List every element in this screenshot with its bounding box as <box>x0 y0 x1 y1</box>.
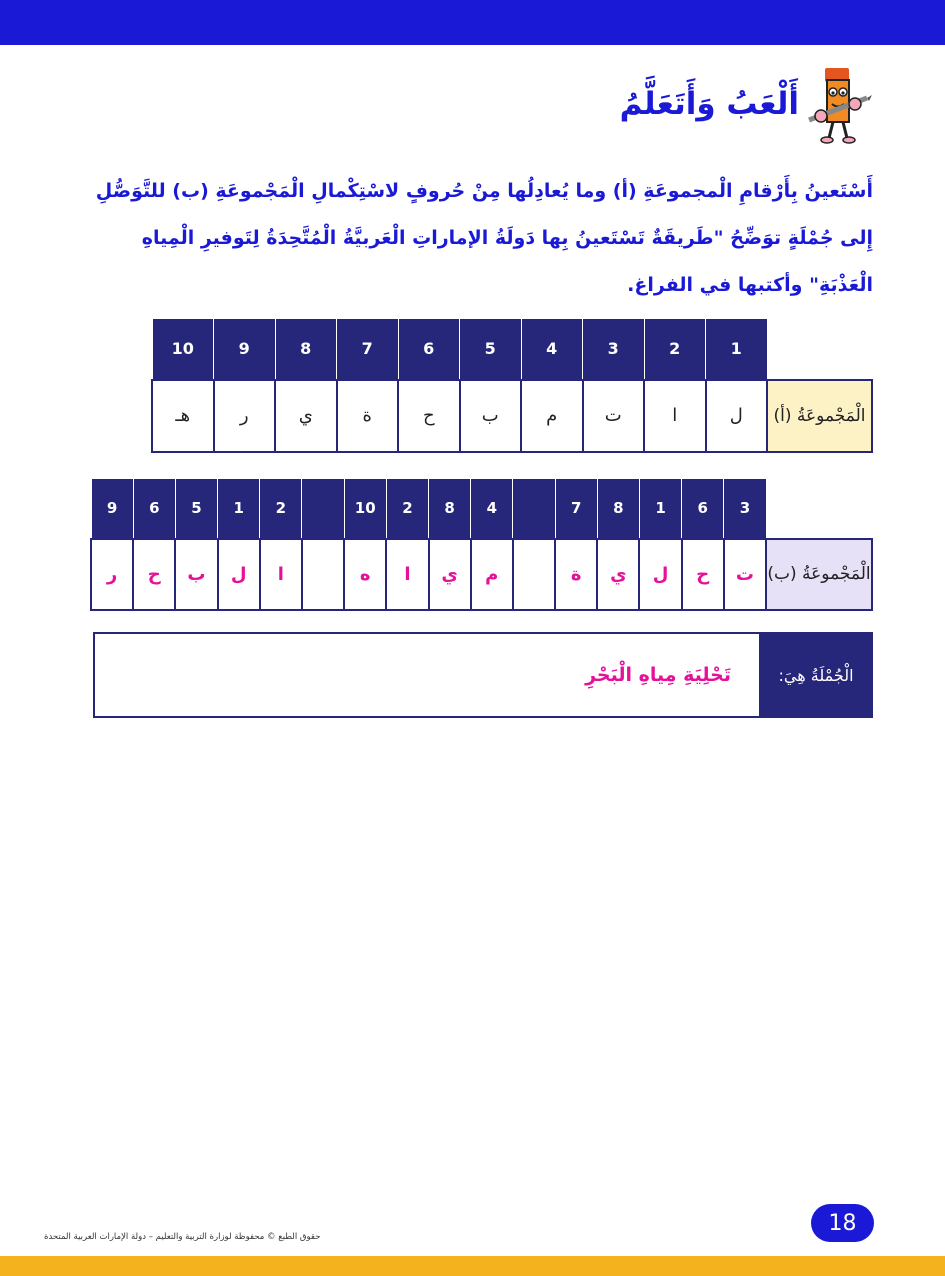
page-number: 18 <box>811 1204 874 1242</box>
group-b-number: 6 <box>133 479 175 539</box>
group-b-number: 10 <box>344 479 386 539</box>
top-banner <box>0 0 945 45</box>
group-a-letter: ي <box>275 380 337 452</box>
group-b-letter[interactable]: ت <box>724 539 766 610</box>
group-a-letter: ا <box>644 380 706 452</box>
group-b-number: 2 <box>260 479 302 539</box>
group-a-letter: ر <box>214 380 276 452</box>
group-b-letter[interactable]: ي <box>429 539 471 610</box>
group-b-number <box>513 479 555 539</box>
group-a-numbers-row <box>152 319 872 380</box>
group-b-letter[interactable]: ه <box>344 539 386 610</box>
answer-label: الْجُمْلَةُ هِيَ: <box>759 632 873 718</box>
pencil-mascot-icon <box>805 62 873 146</box>
group-b-letter[interactable]: ل <box>218 539 260 610</box>
group-a-number: 1 <box>706 319 768 380</box>
group-a-number: 10 <box>152 319 214 380</box>
group-a-number: 7 <box>337 319 399 380</box>
group-b-number: 6 <box>682 479 724 539</box>
header-spacer <box>766 479 872 539</box>
group-a-number: 6 <box>398 319 460 380</box>
group-a-number: 5 <box>460 319 522 380</box>
group-b-letter[interactable]: ر <box>91 539 133 610</box>
group-b-number <box>302 479 344 539</box>
copyright-notice: حقوق الطبع © محفوظة لوزارة التربية والتعليم – دولة الإمارات العربية المتحدة <box>44 1232 321 1242</box>
group-b-letter[interactable]: ا <box>386 539 428 610</box>
group-b-letter[interactable] <box>513 539 555 610</box>
answer-field[interactable] <box>93 632 759 718</box>
group-b-letter[interactable]: ح <box>682 539 724 610</box>
group-b-letter[interactable]: ا <box>260 539 302 610</box>
group-b-letter[interactable] <box>302 539 344 610</box>
group-a-label: الْمَجْموعَةُ (أ) <box>767 380 872 452</box>
group-a-letter: ح <box>398 380 460 452</box>
group-a-letter: ب <box>460 380 522 452</box>
header-spacer <box>767 319 872 380</box>
group-b-letter[interactable]: ح <box>133 539 175 610</box>
instruction-text: أَسْتَعينُ بِأَرْقامِ الْمجموعَةِ (أ) وما يُعادِلُها مِنْ حُروفٍ لاسْتِكْمالِ الْمَجْموعَةِ (ب) للتَّوَصُّلِ إِلى جُمْلَةٍ توَضِّحُ "طَريقَةٌ تَسْتَعينُ بِها دَولَةُ الإماراتِ الْعَربيَّةُ الْمُتَّحِدَةُ لِتَوفيرِ الْمِياهِ الْعَذْبَةِ" وأكتبها في الفراغ. <box>95 180 873 296</box>
group-b-number: 2 <box>386 479 428 539</box>
group-a-letter: ة <box>337 380 399 452</box>
group-a-letter: م <box>521 380 583 452</box>
section-header <box>620 62 873 146</box>
group-a-number: 9 <box>214 319 276 380</box>
group-b-number: 7 <box>555 479 597 539</box>
group-a-number: 3 <box>583 319 645 380</box>
group-a-table <box>151 318 873 453</box>
bottom-banner <box>0 1256 945 1276</box>
group-b-letter[interactable]: م <box>471 539 513 610</box>
group-b-number: 8 <box>429 479 471 539</box>
group-b-number: 5 <box>175 479 217 539</box>
group-b-numbers-row <box>91 479 872 539</box>
group-a-number: 8 <box>275 319 337 380</box>
group-b-number: 1 <box>218 479 260 539</box>
group-a-letter: ل <box>706 380 768 452</box>
group-a-letter: هـ <box>152 380 214 452</box>
group-b-letter[interactable]: ي <box>597 539 639 610</box>
group-b-number: 1 <box>639 479 681 539</box>
group-a-letters-row <box>152 380 872 452</box>
group-b-number: 9 <box>91 479 133 539</box>
group-b-label: الْمَجْموعَةُ (ب) <box>766 539 872 610</box>
group-b-letter[interactable]: ل <box>639 539 681 610</box>
group-b-number: 4 <box>471 479 513 539</box>
group-a-letter: ت <box>583 380 645 452</box>
answer-text: تَحْلِيَةِ مِياهِ الْبَحْرِ <box>585 664 731 686</box>
answer-box <box>93 632 873 718</box>
page-title: أَلْعَبُ وَأَتَعَلَّمُ <box>619 86 799 122</box>
group-b-letter[interactable]: ة <box>555 539 597 610</box>
group-a-number: 4 <box>521 319 583 380</box>
group-b-number: 8 <box>597 479 639 539</box>
group-b-letters-row <box>91 539 872 610</box>
group-b-letter[interactable]: ب <box>175 539 217 610</box>
group-a-number: 2 <box>644 319 706 380</box>
group-b-number: 3 <box>724 479 766 539</box>
group-b-table <box>90 478 873 611</box>
